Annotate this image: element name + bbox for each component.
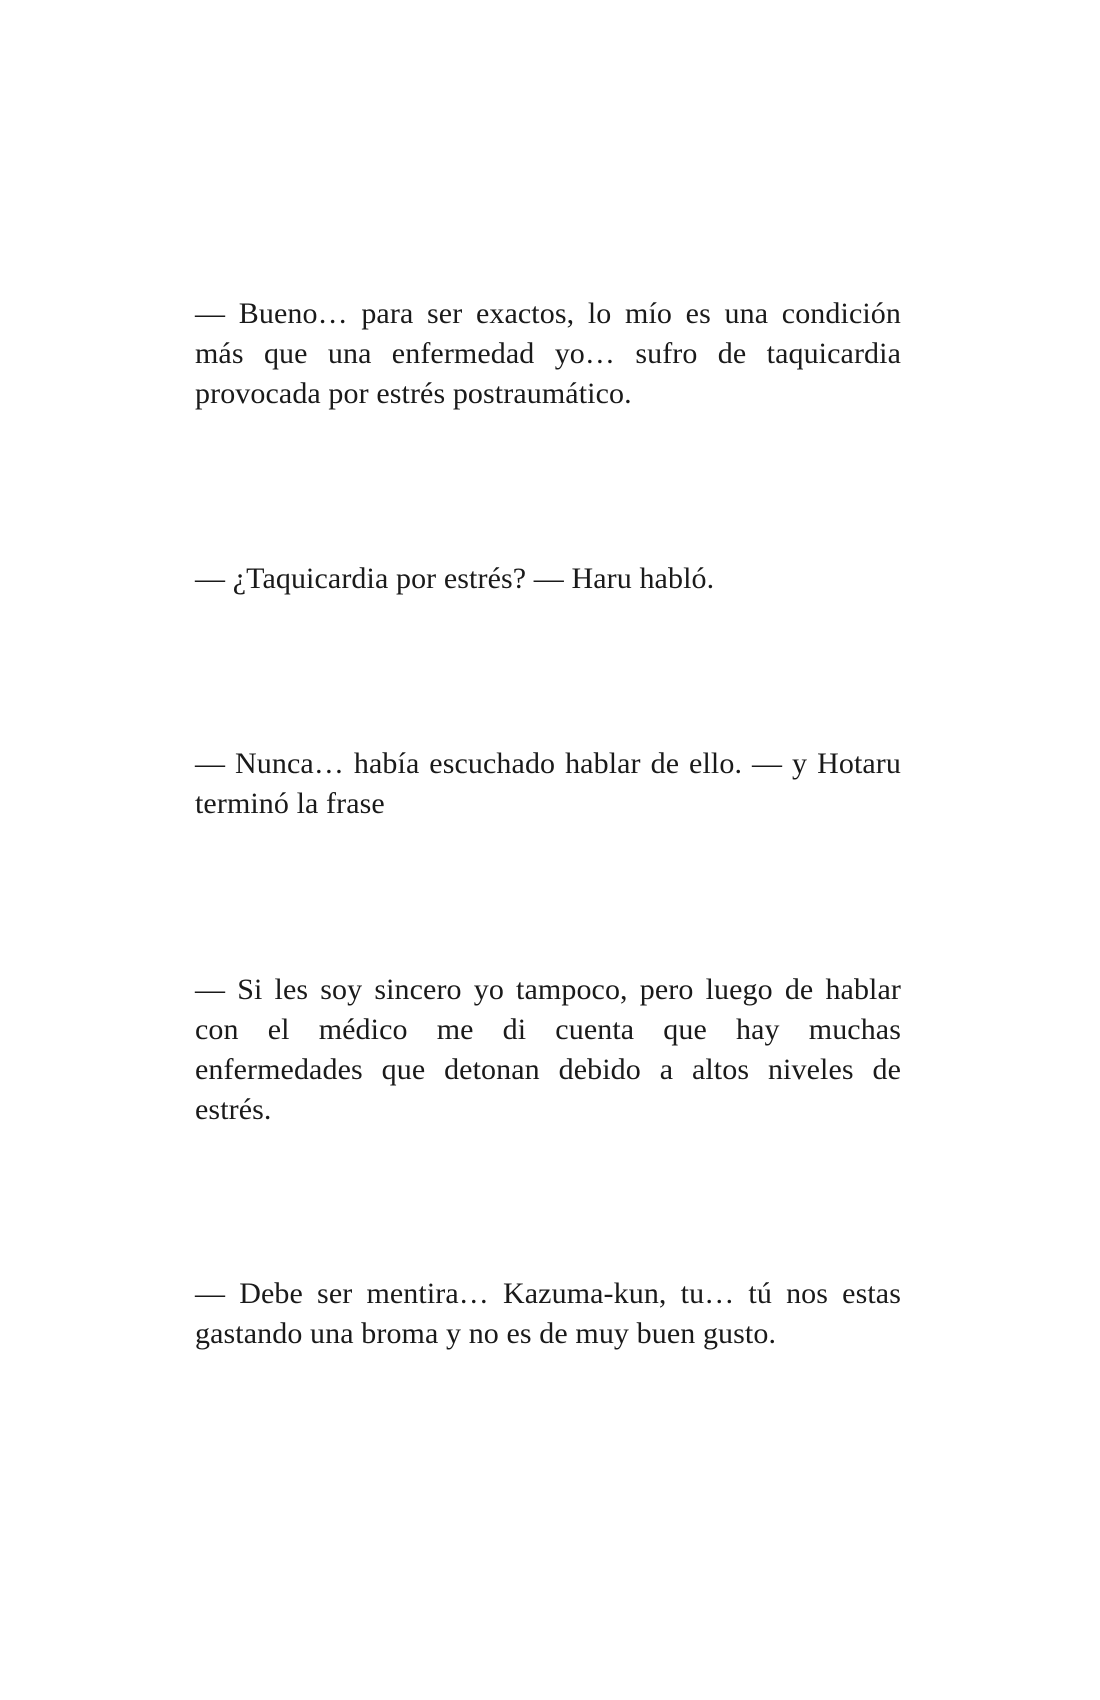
paragraph-2: — ¿Taquicardia por estrés? — Haru habló. [195, 562, 715, 595]
paragraph-3: — Nunca… había escuchado hablar de ello. — y Hotaru terminó la frase [195, 747, 901, 820]
paragraph-1: — Bueno… para ser exactos, lo mío es una condición más que una enfermedad yo… sufro de taquicardia provocada por estrés postraumático. [195, 297, 901, 410]
paragraph-4: — Si les soy sincero yo tampoco, pero luego de hablar con el médico me di cuenta que hay muchas enfermedades que detonan debido a altos niveles de estrés. [195, 973, 901, 1126]
paragraph-5: — Debe ser mentira… Kazuma-kun, tu… tú nos estas gastando una broma y no es de muy buen gusto. [195, 1277, 901, 1350]
